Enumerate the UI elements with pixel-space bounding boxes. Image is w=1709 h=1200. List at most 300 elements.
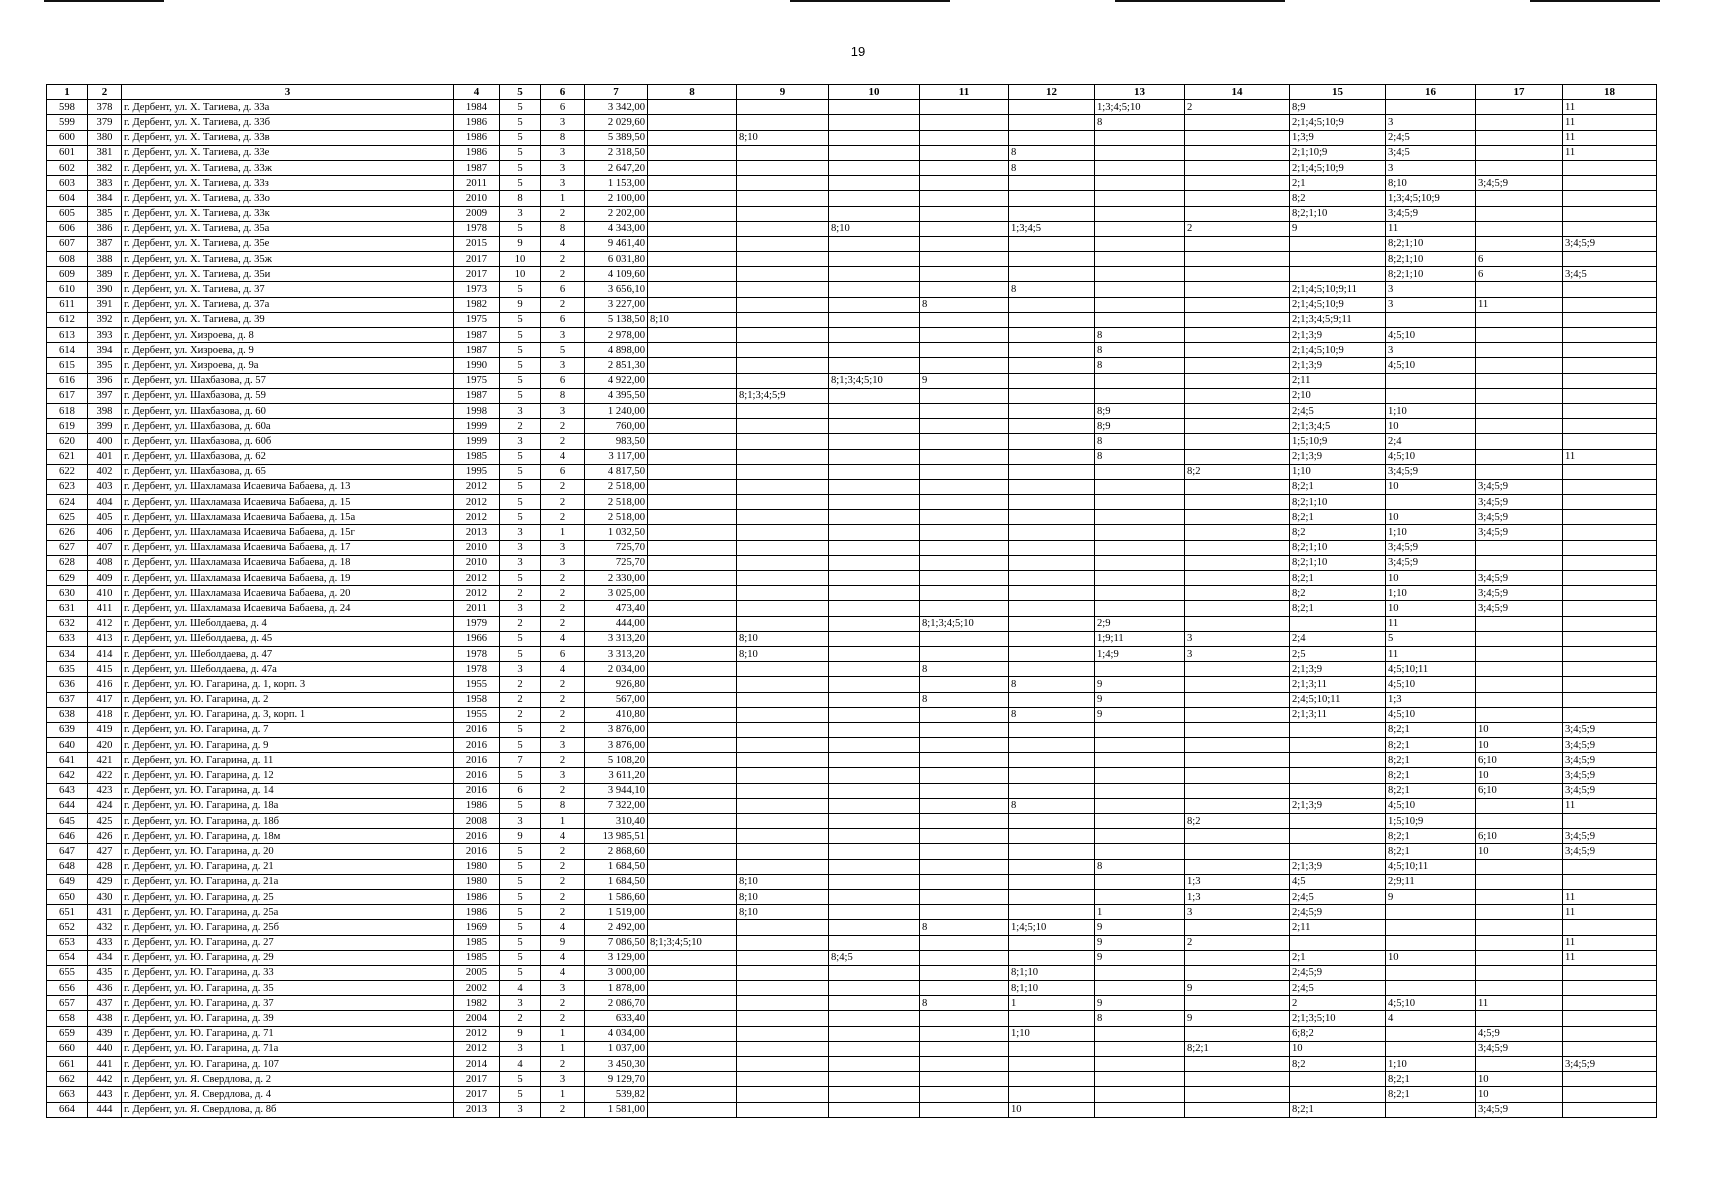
table-cell bbox=[648, 495, 737, 510]
table-cell bbox=[1563, 1026, 1657, 1041]
table-cell: 3;4;5;9 bbox=[1476, 571, 1563, 586]
table-cell bbox=[737, 981, 829, 996]
table-cell bbox=[1476, 692, 1563, 707]
top-rule-left bbox=[44, 0, 164, 2]
top-rule-far-right bbox=[1530, 0, 1660, 2]
table-cell: 9 bbox=[1386, 889, 1476, 904]
table-cell: 11 bbox=[1563, 935, 1657, 950]
table-cell: 2 bbox=[541, 252, 585, 267]
table-cell bbox=[920, 844, 1009, 859]
table-cell bbox=[1095, 586, 1185, 601]
table-cell: 434 bbox=[88, 950, 122, 965]
table-cell bbox=[1386, 388, 1476, 403]
table-cell bbox=[920, 510, 1009, 525]
table-cell bbox=[1185, 571, 1290, 586]
table-cell bbox=[737, 1072, 829, 1087]
table-cell bbox=[1009, 540, 1095, 555]
table-cell bbox=[1290, 753, 1386, 768]
table-row bbox=[47, 510, 1657, 525]
table-cell: 405 bbox=[88, 510, 122, 525]
table-cell: г. Дербент, ул. Ю. Гагарина, д. 71 bbox=[122, 1026, 454, 1041]
table-cell bbox=[1009, 1087, 1095, 1102]
table-cell: 2 bbox=[541, 616, 585, 631]
table-cell: 1 bbox=[541, 814, 585, 829]
table-cell: 725,70 bbox=[585, 540, 648, 555]
table-cell bbox=[737, 100, 829, 115]
table-cell bbox=[829, 495, 920, 510]
table-cell bbox=[920, 889, 1009, 904]
table-cell: 2 bbox=[541, 783, 585, 798]
table-cell bbox=[1476, 100, 1563, 115]
table-cell: 389 bbox=[88, 267, 122, 282]
table-cell bbox=[829, 692, 920, 707]
table-cell bbox=[829, 479, 920, 494]
table-cell: г. Дербент, ул. Шахбазова, д. 60 bbox=[122, 403, 454, 418]
table-cell bbox=[737, 160, 829, 175]
table-cell: 2009 bbox=[454, 206, 500, 221]
table-cell bbox=[920, 328, 1009, 343]
table-cell bbox=[1386, 495, 1476, 510]
table-cell: 659 bbox=[47, 1026, 88, 1041]
table-cell: 601 bbox=[47, 145, 88, 160]
table-cell: 2 bbox=[541, 996, 585, 1011]
table-cell: 443 bbox=[88, 1087, 122, 1102]
table-cell: 396 bbox=[88, 373, 122, 388]
table-cell: 3;4;5;9 bbox=[1563, 1057, 1657, 1072]
table-cell: 2002 bbox=[454, 981, 500, 996]
table-cell bbox=[1185, 844, 1290, 859]
table-cell: 9 bbox=[1290, 221, 1386, 236]
table-cell bbox=[1009, 662, 1095, 677]
table-cell: 603 bbox=[47, 176, 88, 191]
table-cell bbox=[1095, 495, 1185, 510]
table-cell: 1;3;4;5 bbox=[1009, 221, 1095, 236]
table-cell: 2 bbox=[500, 692, 541, 707]
table-cell bbox=[1476, 920, 1563, 935]
table-cell bbox=[829, 312, 920, 327]
table-cell bbox=[920, 176, 1009, 191]
table-cell bbox=[1476, 191, 1563, 206]
table-cell: 2;1;4;5;10;9 bbox=[1290, 343, 1386, 358]
table-cell: 1978 bbox=[454, 662, 500, 677]
table-cell bbox=[1095, 874, 1185, 889]
table-cell bbox=[648, 677, 737, 692]
table-cell: 5 bbox=[500, 889, 541, 904]
table-cell bbox=[648, 236, 737, 251]
table-row bbox=[47, 996, 1657, 1011]
table-cell: г. Дербент, ул. Шахбазова, д. 62 bbox=[122, 449, 454, 464]
table-cell bbox=[1290, 783, 1386, 798]
table-cell: 8 bbox=[1095, 1011, 1185, 1026]
table-cell: 8;2;1 bbox=[1290, 571, 1386, 586]
table-cell bbox=[1185, 692, 1290, 707]
table-cell: 1984 bbox=[454, 100, 500, 115]
table-cell: 10 bbox=[1386, 950, 1476, 965]
table-row bbox=[47, 798, 1657, 813]
table-cell: 5 bbox=[500, 798, 541, 813]
table-cell: 1;3 bbox=[1386, 692, 1476, 707]
table-cell: 8 bbox=[1095, 449, 1185, 464]
table-cell bbox=[829, 1102, 920, 1117]
table-cell: 8;2;1 bbox=[1290, 510, 1386, 525]
table-cell: 11 bbox=[1563, 449, 1657, 464]
table-cell: 3 944,10 bbox=[585, 783, 648, 798]
table-cell bbox=[648, 874, 737, 889]
table-cell: 8 bbox=[920, 920, 1009, 935]
table-cell bbox=[1009, 510, 1095, 525]
table-row bbox=[47, 707, 1657, 722]
table-cell: 631 bbox=[47, 601, 88, 616]
table-cell bbox=[737, 221, 829, 236]
table-cell bbox=[1095, 160, 1185, 175]
table-cell: г. Дербент, ул. Ю. Гагарина, д. 21 bbox=[122, 859, 454, 874]
table-cell: 8;2;1;10 bbox=[1386, 252, 1476, 267]
table-row bbox=[47, 115, 1657, 130]
table-body bbox=[47, 100, 1657, 1118]
table-cell: 626 bbox=[47, 525, 88, 540]
table-cell bbox=[1386, 1026, 1476, 1041]
table-cell: 3 227,00 bbox=[585, 297, 648, 312]
table-cell: г. Дербент, ул. Шахбазова, д. 65 bbox=[122, 464, 454, 479]
table-cell bbox=[737, 267, 829, 282]
table-cell bbox=[920, 115, 1009, 130]
table-cell bbox=[648, 662, 737, 677]
table-cell bbox=[1563, 252, 1657, 267]
table-cell: 10 bbox=[1476, 844, 1563, 859]
table-cell bbox=[1290, 722, 1386, 737]
table-cell: 3 876,00 bbox=[585, 738, 648, 753]
table-cell: 2 330,00 bbox=[585, 571, 648, 586]
table-cell bbox=[829, 783, 920, 798]
table-cell: 5 bbox=[500, 358, 541, 373]
table-cell: 5 bbox=[500, 510, 541, 525]
table-cell: 4 034,00 bbox=[585, 1026, 648, 1041]
table-cell: 2016 bbox=[454, 753, 500, 768]
table-cell: г. Дербент, ул. Хизроева, д. 8 bbox=[122, 328, 454, 343]
table-cell: 8;2;1;10 bbox=[1386, 267, 1476, 282]
table-cell: 617 bbox=[47, 388, 88, 403]
table-cell: 4;5;10 bbox=[1386, 996, 1476, 1011]
table-cell: г. Дербент, ул. Ю. Гагарина, д. 21а bbox=[122, 874, 454, 889]
table-cell: 388 bbox=[88, 252, 122, 267]
table-cell: 9 461,40 bbox=[585, 236, 648, 251]
table-cell bbox=[648, 540, 737, 555]
column-header: 8 bbox=[648, 85, 737, 100]
table-cell: 2017 bbox=[454, 267, 500, 282]
table-cell bbox=[737, 206, 829, 221]
table-cell: 3 bbox=[1386, 115, 1476, 130]
table-cell bbox=[829, 100, 920, 115]
table-cell: 428 bbox=[88, 859, 122, 874]
table-cell bbox=[1185, 267, 1290, 282]
table-cell: 2 086,70 bbox=[585, 996, 648, 1011]
table-row bbox=[47, 950, 1657, 965]
table-cell: 8;2;1 bbox=[1290, 601, 1386, 616]
table-cell: 3 bbox=[500, 996, 541, 1011]
table-cell bbox=[648, 601, 737, 616]
table-cell bbox=[829, 206, 920, 221]
table-cell: 635 bbox=[47, 662, 88, 677]
table-cell bbox=[1476, 950, 1563, 965]
table-cell: 1987 bbox=[454, 160, 500, 175]
table-cell: 2 bbox=[541, 601, 585, 616]
table-cell bbox=[1095, 768, 1185, 783]
table-cell: 7 322,00 bbox=[585, 798, 648, 813]
table-cell bbox=[737, 176, 829, 191]
table-cell bbox=[920, 859, 1009, 874]
table-cell: 1986 bbox=[454, 145, 500, 160]
table-cell: 2013 bbox=[454, 525, 500, 540]
table-cell bbox=[920, 1087, 1009, 1102]
table-row bbox=[47, 889, 1657, 904]
table-cell bbox=[1009, 874, 1095, 889]
table-cell bbox=[737, 449, 829, 464]
table-cell: 1 bbox=[541, 1026, 585, 1041]
table-cell: 4 bbox=[541, 662, 585, 677]
table-cell bbox=[737, 373, 829, 388]
table-cell: 2 bbox=[541, 859, 585, 874]
table-cell: 431 bbox=[88, 905, 122, 920]
table-cell: 5 bbox=[500, 160, 541, 175]
table-cell: 2 bbox=[541, 419, 585, 434]
table-cell bbox=[1009, 373, 1095, 388]
table-cell: 402 bbox=[88, 464, 122, 479]
table-cell: 624 bbox=[47, 495, 88, 510]
table-cell: 440 bbox=[88, 1041, 122, 1056]
table-cell bbox=[829, 662, 920, 677]
table-cell: г. Дербент, ул. Ю. Гагарина, д. 18б bbox=[122, 814, 454, 829]
table-cell: 3 bbox=[500, 1102, 541, 1117]
table-cell: г. Дербент, ул. Х. Тагиева, д. 33е bbox=[122, 145, 454, 160]
table-cell bbox=[1009, 267, 1095, 282]
table-cell: 8 bbox=[1095, 859, 1185, 874]
table-cell bbox=[737, 282, 829, 297]
table-cell: 5 bbox=[500, 646, 541, 661]
table-cell bbox=[648, 510, 737, 525]
table-cell: 1985 bbox=[454, 449, 500, 464]
table-cell: 5 bbox=[500, 100, 541, 115]
table-cell: 3 bbox=[1386, 160, 1476, 175]
table-cell: 2;1;4;5;10;9;11 bbox=[1290, 282, 1386, 297]
table-cell: 2 bbox=[500, 419, 541, 434]
table-cell bbox=[737, 434, 829, 449]
table-cell: 1966 bbox=[454, 631, 500, 646]
table-row bbox=[47, 221, 1657, 236]
table-cell: 3 129,00 bbox=[585, 950, 648, 965]
table-cell bbox=[648, 889, 737, 904]
table-cell: 1985 bbox=[454, 935, 500, 950]
table-cell: г. Дербент, ул. Шеболдаева, д. 47 bbox=[122, 646, 454, 661]
table-cell: 604 bbox=[47, 191, 88, 206]
table-cell: 2011 bbox=[454, 601, 500, 616]
table-cell: 5 bbox=[1386, 631, 1476, 646]
table-cell: 2016 bbox=[454, 722, 500, 737]
table-cell bbox=[648, 783, 737, 798]
table-cell bbox=[1476, 343, 1563, 358]
table-cell: г. Дербент, ул. Ю. Гагарина, д. 9 bbox=[122, 738, 454, 753]
table-cell bbox=[1563, 920, 1657, 935]
table-cell: 11 bbox=[1563, 889, 1657, 904]
table-cell bbox=[737, 601, 829, 616]
table-cell bbox=[920, 449, 1009, 464]
table-row bbox=[47, 434, 1657, 449]
table-cell bbox=[648, 814, 737, 829]
table-cell: 3 117,00 bbox=[585, 449, 648, 464]
table-cell: 8;2;1;10 bbox=[1290, 555, 1386, 570]
table-row bbox=[47, 874, 1657, 889]
table-cell: 9 bbox=[1185, 1011, 1290, 1026]
table-cell bbox=[1185, 495, 1290, 510]
table-cell: 4 bbox=[541, 920, 585, 935]
table-cell: 2017 bbox=[454, 1087, 500, 1102]
table-cell bbox=[920, 1026, 1009, 1041]
table-row bbox=[47, 297, 1657, 312]
table-cell: 8;10 bbox=[737, 130, 829, 145]
table-cell bbox=[1185, 555, 1290, 570]
table-cell: 379 bbox=[88, 115, 122, 130]
table-cell bbox=[1563, 312, 1657, 327]
table-cell: 390 bbox=[88, 282, 122, 297]
table-cell: 2012 bbox=[454, 571, 500, 586]
table-row bbox=[47, 616, 1657, 631]
table-cell: 422 bbox=[88, 768, 122, 783]
table-cell bbox=[829, 935, 920, 950]
table-cell: 1958 bbox=[454, 692, 500, 707]
table-cell: 432 bbox=[88, 920, 122, 935]
table-cell: 5 108,20 bbox=[585, 753, 648, 768]
table-cell: 10 bbox=[1386, 479, 1476, 494]
table-cell bbox=[1009, 343, 1095, 358]
column-header: 12 bbox=[1009, 85, 1095, 100]
table-cell: 2 202,00 bbox=[585, 206, 648, 221]
table-cell bbox=[1009, 692, 1095, 707]
table-cell bbox=[1185, 388, 1290, 403]
table-cell bbox=[1185, 783, 1290, 798]
table-cell bbox=[648, 586, 737, 601]
table-cell bbox=[920, 1057, 1009, 1072]
table-cell: г. Дербент, ул. Шахбазова, д. 57 bbox=[122, 373, 454, 388]
table-cell: 4 bbox=[541, 236, 585, 251]
table-cell: 3 bbox=[541, 555, 585, 570]
table-cell: 10 bbox=[500, 252, 541, 267]
table-cell: 1;5;10;9 bbox=[1386, 814, 1476, 829]
table-cell bbox=[920, 312, 1009, 327]
table-cell: 4 bbox=[541, 829, 585, 844]
table-cell bbox=[1476, 707, 1563, 722]
table-cell: 652 bbox=[47, 920, 88, 935]
table-cell bbox=[829, 677, 920, 692]
table-cell bbox=[1095, 464, 1185, 479]
table-cell bbox=[829, 252, 920, 267]
table-cell bbox=[920, 950, 1009, 965]
table-cell: 2012 bbox=[454, 479, 500, 494]
table-cell: 1978 bbox=[454, 221, 500, 236]
table-cell: 439 bbox=[88, 1026, 122, 1041]
table-cell: 2 bbox=[1290, 996, 1386, 1011]
table-cell bbox=[1185, 859, 1290, 874]
table-cell bbox=[1563, 646, 1657, 661]
table-cell: 1986 bbox=[454, 905, 500, 920]
table-cell: 6 bbox=[541, 646, 585, 661]
table-cell bbox=[1386, 373, 1476, 388]
table-cell: 2;1;3;9 bbox=[1290, 859, 1386, 874]
table-cell bbox=[1386, 1041, 1476, 1056]
table-row bbox=[47, 100, 1657, 115]
table-cell: г. Дербент, ул. Ю. Гагарина, д. 107 bbox=[122, 1057, 454, 1072]
table-cell bbox=[1009, 434, 1095, 449]
table-cell bbox=[648, 1072, 737, 1087]
table-cell bbox=[1563, 495, 1657, 510]
table-cell: 1;4;9 bbox=[1095, 646, 1185, 661]
table-cell: 2 bbox=[541, 1011, 585, 1026]
table-cell bbox=[648, 449, 737, 464]
table-cell: 9 bbox=[1095, 692, 1185, 707]
table-cell bbox=[737, 844, 829, 859]
table-cell: г. Дербент, ул. Ю. Гагарина, д. 12 bbox=[122, 768, 454, 783]
table-cell: 8;2;1 bbox=[1386, 829, 1476, 844]
table-cell bbox=[1009, 631, 1095, 646]
table-cell: 3 bbox=[541, 115, 585, 130]
table-cell: 10 bbox=[1476, 768, 1563, 783]
table-row bbox=[47, 267, 1657, 282]
table-cell: 2008 bbox=[454, 814, 500, 829]
table-cell: 3;4;5 bbox=[1563, 267, 1657, 282]
table-cell bbox=[1290, 829, 1386, 844]
table-cell: 8;1;3;4;5;10 bbox=[829, 373, 920, 388]
table-cell bbox=[1563, 206, 1657, 221]
table-cell bbox=[829, 738, 920, 753]
table-cell: 4;5;10 bbox=[1386, 677, 1476, 692]
table-cell: 4;5;9 bbox=[1476, 1026, 1563, 1041]
table-cell bbox=[648, 1087, 737, 1102]
table-cell bbox=[1563, 981, 1657, 996]
table-cell bbox=[737, 510, 829, 525]
table-cell: 2016 bbox=[454, 844, 500, 859]
table-cell: 3 bbox=[541, 358, 585, 373]
table-cell: г. Дербент, ул. Х. Тагиева, д. 35ж bbox=[122, 252, 454, 267]
table-cell: 1955 bbox=[454, 707, 500, 722]
table-cell bbox=[829, 510, 920, 525]
table-cell bbox=[920, 1102, 1009, 1117]
table-cell: 621 bbox=[47, 449, 88, 464]
table-cell bbox=[1185, 798, 1290, 813]
table-cell: г. Дербент, ул. Шеболдаева, д. 4 bbox=[122, 616, 454, 631]
table-cell: г. Дербент, ул. Х. Тагиева, д. 33б bbox=[122, 115, 454, 130]
table-cell: 4;5 bbox=[1290, 874, 1386, 889]
table-cell: г. Дербент, ул. Шахламаза Исаевича Бабаева, д. 24 bbox=[122, 601, 454, 616]
table-cell: г. Дербент, ул. Ю. Гагарина, д. 27 bbox=[122, 935, 454, 950]
table-cell bbox=[920, 965, 1009, 980]
table-cell: 5 bbox=[500, 130, 541, 145]
table-cell: 2;10 bbox=[1290, 388, 1386, 403]
table-row bbox=[47, 388, 1657, 403]
table-cell bbox=[1563, 662, 1657, 677]
table-cell: 2;4;5 bbox=[1290, 403, 1386, 418]
table-cell bbox=[648, 722, 737, 737]
table-cell: 1;10 bbox=[1386, 525, 1476, 540]
table-cell: 3 bbox=[500, 662, 541, 677]
table-cell: 5 bbox=[500, 965, 541, 980]
table-cell: 8;2;1 bbox=[1386, 722, 1476, 737]
table-cell bbox=[737, 586, 829, 601]
table-cell bbox=[829, 449, 920, 464]
table-cell: 625 bbox=[47, 510, 88, 525]
table-cell: 8 bbox=[1095, 343, 1185, 358]
table-row bbox=[47, 145, 1657, 160]
table-cell: 1999 bbox=[454, 434, 500, 449]
column-header: 7 bbox=[585, 85, 648, 100]
table-cell bbox=[648, 373, 737, 388]
